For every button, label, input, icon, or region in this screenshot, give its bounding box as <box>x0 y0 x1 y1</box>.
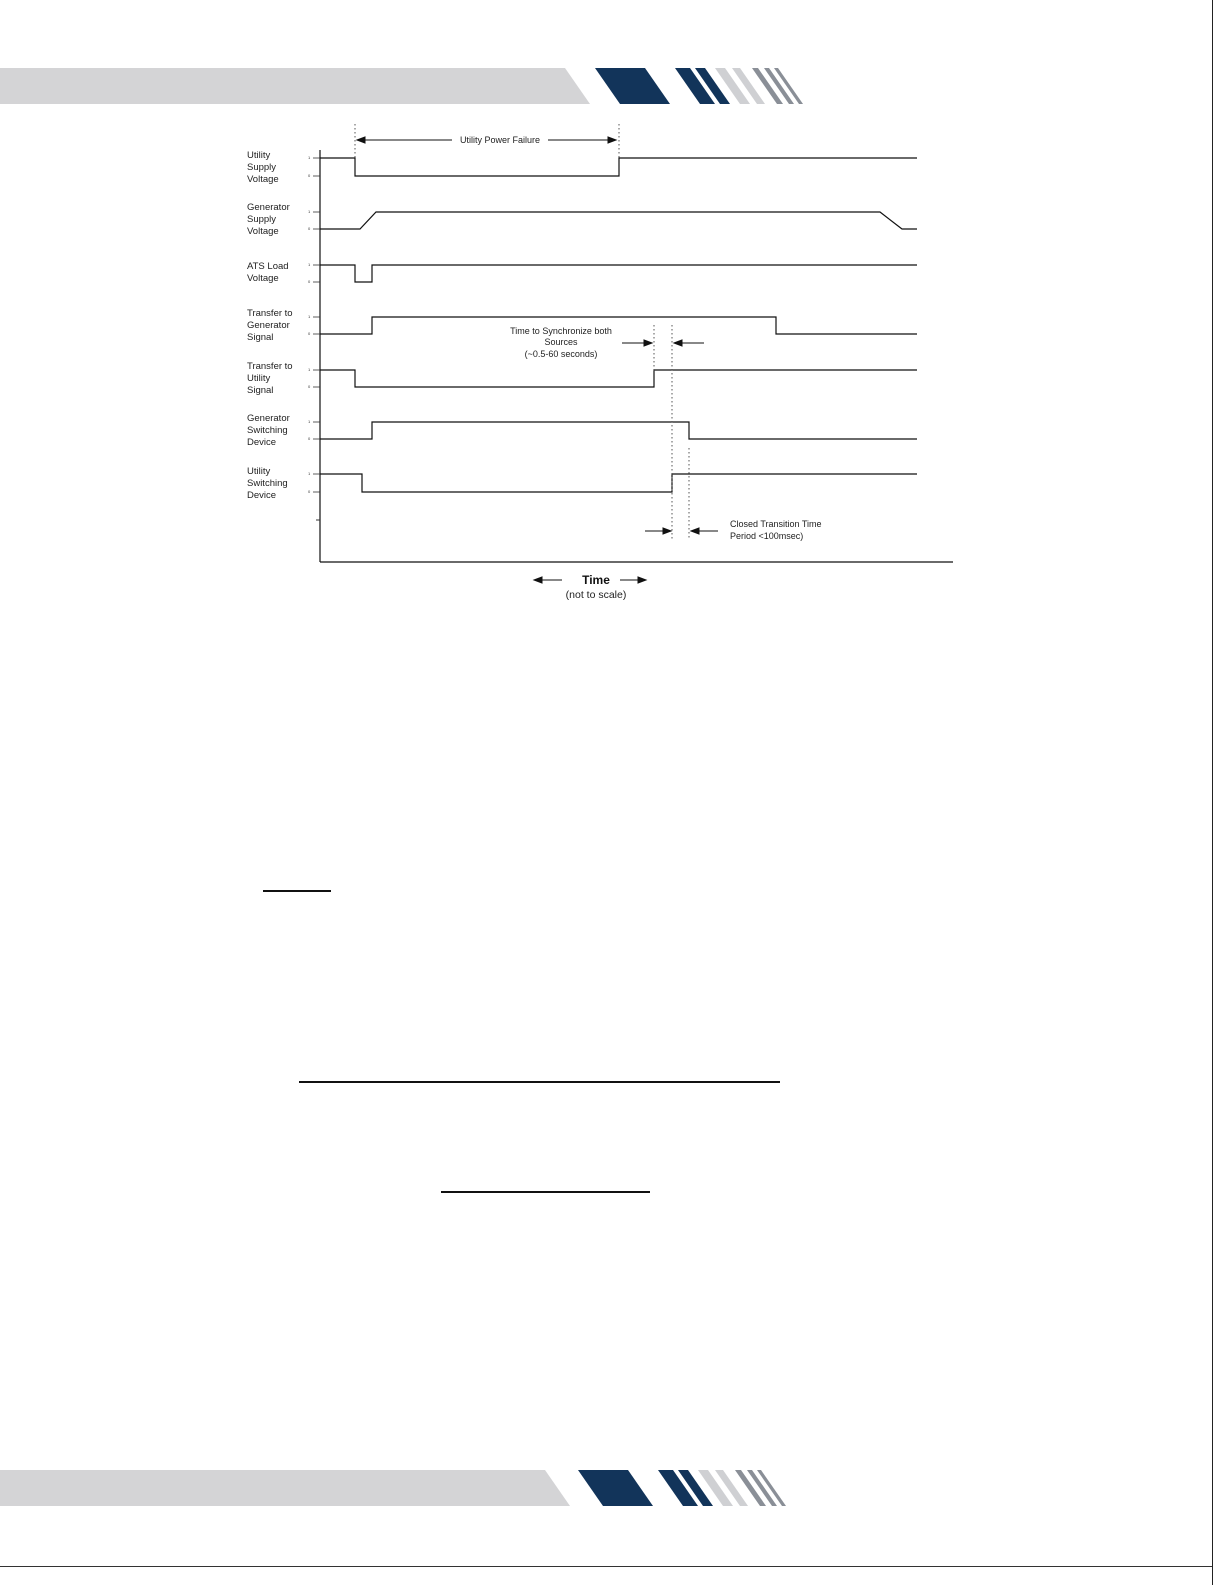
signal-label-generator-switching-device: Generator Switching Device <box>247 413 290 448</box>
level-markers <box>308 155 311 494</box>
signal-labels <box>247 150 295 501</box>
signal-label-transfer-to-utility-signal: Transfer to Utility Signal <box>247 361 293 396</box>
signal-label-utility-switching-device: Utility Switching Device <box>247 466 288 501</box>
waveform-generator-switching-device <box>320 422 917 439</box>
svg-text:0: 0 <box>308 279 311 284</box>
waveform-utility-switching-device <box>320 474 917 492</box>
page-edge-line <box>1212 0 1213 1585</box>
utility-power-failure-label: Utility Power Failure <box>459 135 541 145</box>
svg-text:0: 0 <box>308 436 311 441</box>
underline-rule-2 <box>299 1081 780 1083</box>
signal-label-ats-load-voltage: ATS Load Voltage <box>247 261 289 284</box>
svg-text:0: 0 <box>308 384 311 389</box>
sync-time-label-line1: Time to Synchronize both <box>510 326 612 336</box>
svg-text:1: 1 <box>308 367 311 372</box>
waveform-generator-supply-voltage <box>320 212 917 229</box>
svg-text:0: 0 <box>308 331 311 336</box>
svg-text:1: 1 <box>308 419 311 424</box>
signal-label-transfer-to-generator-signal: Transfer to Generator Signal <box>247 308 293 343</box>
underline-rule-3 <box>441 1191 650 1193</box>
header-banner <box>0 68 1225 104</box>
signal-label-utility-supply-voltage: Utility Supply Voltage <box>247 150 279 185</box>
svg-text:0: 0 <box>308 173 311 178</box>
svg-text:0: 0 <box>308 226 311 231</box>
page-bottom-line <box>0 1566 1212 1567</box>
svg-text:0: 0 <box>308 489 311 494</box>
closed-transition-label-line2: Period <100msec) <box>730 531 804 541</box>
waveform-transfer-to-utility-signal <box>320 370 917 387</box>
svg-text:1: 1 <box>308 471 311 476</box>
footer-banner <box>0 1470 1225 1506</box>
closed-transition-label-line1: Closed Transition Time <box>730 519 822 529</box>
time-axis-subtitle: (not to scale) <box>565 589 627 601</box>
svg-text:1: 1 <box>308 209 311 214</box>
time-axis-title: Time <box>582 573 610 587</box>
waveform-ats-load-voltage <box>320 265 917 282</box>
sync-time-label-line3: (~0.5-60 seconds) <box>524 349 598 359</box>
signal-label-generator-supply-voltage: Generator Supply Voltage <box>247 202 290 237</box>
waveform-transfer-to-generator-signal <box>320 317 917 334</box>
svg-text:1: 1 <box>308 314 311 319</box>
timing-diagram <box>0 110 1225 610</box>
svg-text:1: 1 <box>308 262 311 267</box>
waveform-utility-supply-voltage <box>320 158 917 176</box>
svg-text:1: 1 <box>308 155 311 160</box>
underline-rule-1 <box>263 890 331 892</box>
sync-time-label-line2: Sources <box>544 337 578 347</box>
